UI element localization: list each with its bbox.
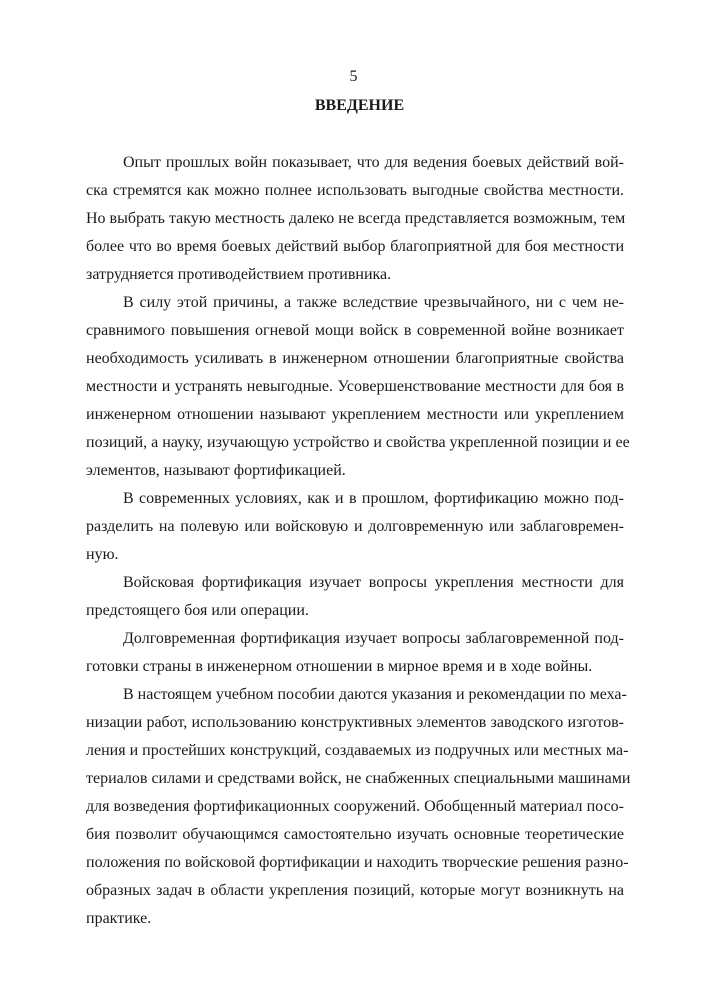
text-line: положения по войсковой фортификации и находить творческие решения разно-: [86, 854, 629, 871]
text-line: предстоящего боя или операции.: [86, 602, 309, 619]
body-text: [86, 149, 631, 933]
text-line: более что во время боевых действий выбор благоприятной для боя местности: [86, 238, 624, 255]
text-line: позиций, а науку, изучающую устройство и свойства укрепленной позиции и ее: [86, 434, 630, 451]
text-line: В настоящем учебном пособии даются указания и рекомендации по меха-: [123, 686, 627, 703]
text-line: практике.: [86, 910, 152, 927]
text-line: местности и устранять невыгодные. Усовершенствование местности для боя в: [86, 378, 624, 395]
text-line: Но выбрать такую местность далеко не всегда представляется возможным, тем: [86, 210, 626, 227]
text-line: элементов, называют фортификацией.: [86, 462, 346, 479]
text-line: Опыт прошлых войн показывает, что для ведения боевых действий вой-: [123, 154, 624, 171]
paragraph: [86, 149, 624, 289]
text-line: образных задач в области укрепления позиций, которые могут возникнуть на: [86, 882, 624, 899]
page-number: 5: [349, 68, 358, 85]
text-line: затрудняется противодействием противника.: [86, 266, 392, 283]
text-line: териалов силами и средствами войск, не снабженных специальными машинами: [86, 770, 631, 787]
text-line: В силу этой причины, а также вследствие чрезвычайного, ни с чем не-: [123, 294, 624, 311]
text-line: ную.: [86, 546, 119, 563]
paragraph: [86, 289, 630, 485]
text-line: ления и простейших конструкций, создаваемых из подручных или местных ма-: [86, 742, 629, 759]
text-line: для возведения фортификационных сооружений. Обобщенный материал посо-: [86, 798, 624, 815]
paragraph: [86, 681, 631, 933]
text-line: сравнимого повышения огневой мощи войск в современной войне возникает: [86, 322, 624, 339]
text-line: низации работ, использованию конструктивных элементов заводского изготов-: [86, 714, 624, 731]
section-title: ВВЕДЕНИЕ: [314, 97, 405, 114]
text-line: Войсковая фортификация изучает вопросы укрепления местности для: [123, 574, 624, 591]
text-line: разделить на полевую или войсковую и долговременную или заблаговремен-: [86, 518, 624, 535]
text-line: ска стремятся как можно полнее использовать выгодные свойства местности.: [86, 182, 624, 199]
text-line: необходимость усиливать в инженерном отношении благоприятные свойства: [86, 350, 624, 367]
text-line: В современных условиях, как и в прошлом, фортификацию можно под-: [123, 490, 624, 507]
paragraph: [86, 485, 624, 569]
text-line: бия позволит обучающимся самостоятельно изучать основные теоретические: [86, 826, 624, 843]
text-line: готовки страны в инженерном отношении в мирное время и в ходе войны.: [86, 658, 593, 675]
text-line: Долговременная фортификация изучает вопросы заблаговременной под-: [123, 630, 624, 647]
paragraph: [86, 625, 624, 681]
text-line: инженерном отношении называют укреплением местности или укреплением: [86, 406, 624, 423]
paragraph: [86, 569, 624, 625]
